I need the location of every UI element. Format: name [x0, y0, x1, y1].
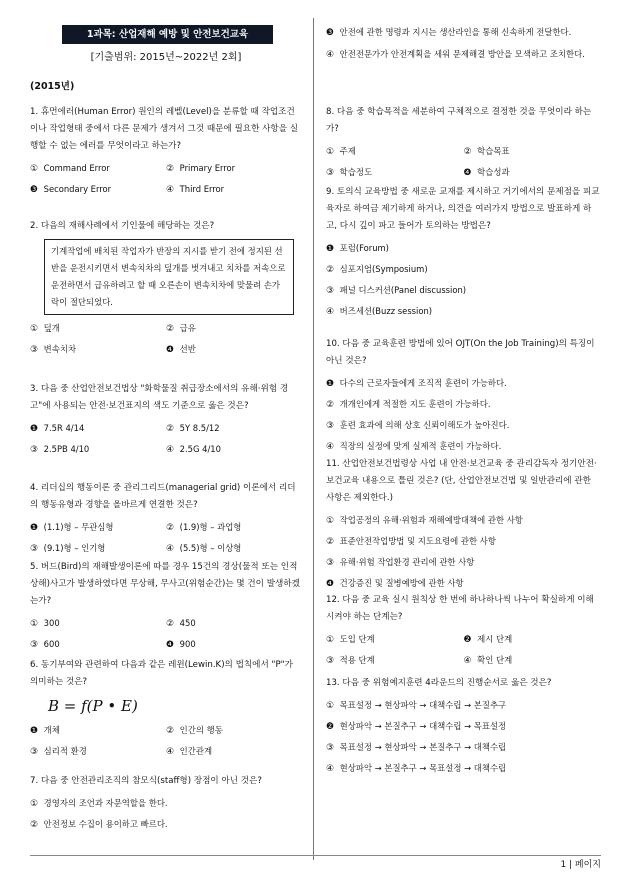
option-answer[interactable]: ❶ 다수의 근로자들에게 조직적 훈련이 가능하다.	[326, 378, 507, 389]
footer-rule	[30, 855, 601, 856]
option[interactable]: ② 5Y 8.5/12	[166, 423, 220, 434]
column-divider	[313, 18, 314, 860]
question-text: 6. 동기부여와 관련하여 다음과 같은 레윈(Lewin.K)의 법칙에서 "P"가 의미하는 것은?	[30, 660, 293, 687]
option[interactable]: ② 심포지엄(Symposium)	[326, 264, 428, 275]
question-text: 9. 토의식 교육방법 중 새로운 교재를 제시하고 거기에서의 문제점을 피교육자로 하여금 제기하게 하거나, 의견을 여러가지 방법으로 발표하게 하고, 다시 깊이 파고 들어가 토의하는 방법은?	[326, 187, 600, 231]
option[interactable]: ④ Third Error	[166, 184, 225, 195]
question-3	[30, 381, 302, 460]
option-answer[interactable]: ❷ 제시 단계	[463, 634, 513, 645]
question-13	[326, 675, 601, 779]
options	[30, 613, 302, 655]
question-1	[30, 104, 302, 200]
option[interactable]: ③ 훈련 효과에 의해 상호 신뢰이해도가 높아진다.	[326, 420, 510, 431]
question-10	[326, 336, 601, 457]
option[interactable]: ③ 2.5PB 4/10	[30, 444, 90, 455]
option[interactable]: ④ 인간관계	[166, 745, 213, 757]
option[interactable]: ③ 심리적 환경	[30, 745, 87, 757]
options	[30, 517, 302, 559]
option[interactable]: ② 450	[166, 618, 196, 629]
options	[326, 141, 601, 183]
options	[326, 238, 601, 322]
option[interactable]: ④ 직장의 실정에 맞게 실제적 훈련이 가능하다.	[326, 441, 502, 452]
option[interactable]: ④ 안전전문가가 안전계획을 세워 문제해결 방안을 모색하고 조치한다.	[326, 49, 585, 60]
option[interactable]: ③ (9.1)형 – 인기형	[30, 543, 106, 554]
option-answer[interactable]: ❹ 건강증진 및 질병예방에 관한 사항	[326, 578, 464, 589]
year-heading: (2015년)	[30, 81, 75, 92]
question-4	[30, 480, 302, 559]
option-answer[interactable]: ❹ 900	[166, 639, 196, 650]
option[interactable]: ① 도입 단계	[326, 634, 375, 645]
option[interactable]: ④ 현상파악 → 본질추구 → 목표설정 → 대책수립	[326, 763, 507, 774]
options	[30, 158, 302, 200]
option-answer[interactable]: ❶ 7.5R 4/14	[30, 423, 85, 434]
option[interactable]: ① 300	[30, 618, 60, 629]
options	[30, 318, 302, 360]
question-text: 10. 다음 중 교육훈련 방법에 있어 OJT(On the Job Training)의 특징이 아닌 것은?	[326, 339, 595, 366]
option[interactable]: ③ 600	[30, 639, 60, 650]
lewin-formula: B = f(P • E)	[48, 697, 138, 715]
question-7	[30, 773, 302, 835]
option[interactable]: ③ 학습정도	[326, 167, 373, 178]
option[interactable]: ④ 확인 단계	[463, 655, 513, 666]
options	[326, 695, 601, 779]
option[interactable]: ② Primary Error	[166, 163, 236, 174]
option-answer[interactable]: ❶ 포럼(Forum)	[326, 243, 389, 254]
question-text: 1. 휴먼에러(Human Error) 원인의 레벨(Level)을 분류할 때 작업조건이나 작업형태 중에서 다른 문제가 생겨서 그것 때문에 필요한 사항을 실행할 수 없는 에러를 무엇이라고 하는가?	[30, 107, 299, 151]
options	[30, 793, 302, 835]
question-text: 8. 다음 중 학습목적을 세분하여 구체적으로 결정한 것을 무엇이라 하는가?	[326, 107, 592, 134]
option-answer[interactable]: ❹ 선반	[166, 344, 196, 355]
question-6	[30, 657, 302, 762]
question-11	[326, 456, 601, 594]
option-answer[interactable]: ❸ Secondary Error	[30, 184, 112, 195]
option[interactable]: ① 목표설정 → 현상파악 → 대책수립 → 본질추구	[326, 700, 507, 711]
option-answer[interactable]: ❷ 현상파악 → 본질추구 → 대책수립 → 목표설정	[326, 721, 507, 732]
option[interactable]: ③ 패널 디스커션(Panel discussion)	[326, 285, 467, 296]
option[interactable]: ② 급유	[166, 323, 196, 334]
option[interactable]: ② 학습목표	[463, 146, 510, 157]
option[interactable]: ③ 적용 단계	[326, 655, 375, 666]
option[interactable]: ② 안전정보 수집이 용이하고 빠르다.	[30, 819, 168, 830]
option[interactable]: ④ (5.5)형 – 이상형	[166, 543, 242, 554]
options	[326, 629, 601, 671]
option[interactable]: ① 덮개	[30, 323, 60, 334]
question-8	[326, 104, 601, 183]
option[interactable]: ② 개개인에게 적절한 지도 훈련이 가능하다.	[326, 399, 491, 410]
option[interactable]: ③ 목표설정 → 현상파악 → 본질추구 → 대책수립	[326, 742, 507, 753]
question-9	[326, 184, 601, 322]
exam-scope: [기출범위: 2015년~2022년 2회]	[90, 52, 242, 63]
option[interactable]: ① 주제	[326, 146, 356, 157]
option[interactable]: ④ 버즈세션(Buzz session)	[326, 306, 433, 317]
question-text: 13. 다음 중 위험예지훈련 4라운드의 진행순서로 옳은 것은?	[326, 678, 552, 688]
question-5	[30, 559, 302, 655]
option[interactable]: ① 작업공정의 유해·위험과 재해예방대책에 관한 사항	[326, 515, 523, 526]
case-box: 기계작업에 배치된 작업자가 반장의 지시를 받기 전에 정지된 선반을 운전시키면서 변속치차의 덮개를 벗겨내고 치차를 저속으로 운전하면서 급유하려고 할 때 오른손이 변속치차에 맞물려 손가락이 절단되었다.	[44, 239, 294, 315]
option-answer[interactable]: ❹ 학습성과	[463, 167, 510, 178]
option-answer[interactable]: ❶ (1.1)형 – 무관심형	[30, 522, 114, 533]
option[interactable]: ① 경영자의 조언과 자문역할을 한다.	[30, 798, 168, 809]
option[interactable]: ② (1.9)형 – 과업형	[166, 522, 242, 533]
option-answer[interactable]: ❸ 안전에 관한 명령과 지시는 생산라인을 통해 신속하게 전달한다.	[326, 27, 572, 38]
question-text: 3. 다음 중 산업안전보건법상 "화학물질 취급장소에서의 유해·위험 경고"에 사용되는 안전·보건표지의 색도 기준으로 옳은 것은?	[30, 384, 289, 411]
options	[326, 510, 601, 594]
option[interactable]: ② 인간의 행동	[166, 724, 223, 736]
option[interactable]: ③ 변속치차	[30, 344, 77, 355]
question-text: 7. 다음 중 안전관리조직의 참모식(staff형) 장점이 아닌 것은?	[30, 776, 262, 786]
question-text: 12. 다음 중 교육 실시 원칙상 한 번에 하나하나씩 나누어 확실하게 이해시켜야 하는 단계는?	[326, 595, 594, 622]
question-text: 2. 다음의 재해사례에서 기인물에 해당하는 것은?	[30, 221, 215, 231]
question-7-continued	[326, 24, 601, 64]
options	[30, 418, 302, 460]
option[interactable]: ④ 2.5G 4/10	[166, 444, 221, 455]
options	[326, 24, 601, 64]
options	[30, 720, 302, 762]
page-title: 1과목: 산업재해 예방 및 안전보건교육	[62, 25, 273, 44]
option[interactable]: ① Command Error	[30, 163, 110, 174]
question-text: 4. 리더십의 행동이론 중 관리그리드(managerial grid) 이론에서 리더의 행동유형과 경향을 올바르게 연결한 것은?	[30, 483, 296, 510]
question-12	[326, 592, 601, 671]
question-text: 11. 산업안전보건법령상 사업 내 안전·보건교육 중 관리감독자 정기안전·보건교육 내용으로 틀린 것은? (단, 산업안전보건법 및 일반관리에 관한 사항은 제외한다.)	[326, 459, 597, 503]
question-2	[30, 218, 302, 360]
options	[326, 373, 601, 457]
option-answer[interactable]: ❶ 개체	[30, 724, 60, 736]
question-text: 5. 버드(Bird)의 재해발생이론에 따를 경우 15건의 경상(물적 또는 인적 상해)사고가 발생하였다면 무상해, 무사고(위험순간)는 몇 건이 발생하겠는가?	[30, 562, 300, 606]
page-number: 1 | 페이지	[560, 860, 601, 870]
option[interactable]: ② 표준안전작업방법 및 지도요령에 관한 사항	[326, 536, 496, 547]
option[interactable]: ③ 유해·위험 작업환경 관리에 관한 사항	[326, 557, 475, 568]
